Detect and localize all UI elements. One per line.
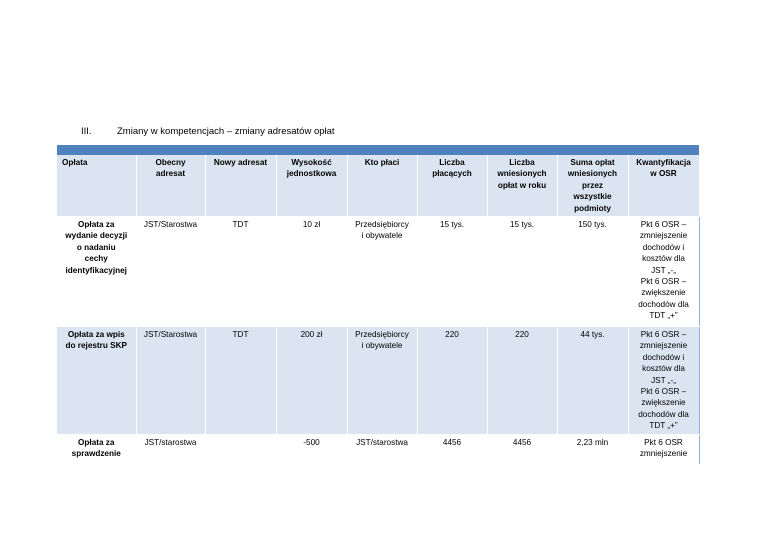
cell-osr-line: Pkt 6 OSR –: [640, 387, 687, 397]
fees-table-container: [57, 145, 699, 465]
cell-current-addressee: JST/Starostwa: [136, 217, 205, 327]
cell-osr: [628, 435, 699, 465]
cell-osr-line: kosztów dla: [642, 254, 685, 264]
header-oplata: [57, 155, 136, 217]
cell-osr-line: JST „-„: [651, 265, 676, 275]
header-kwantyfikacja-line: w OSR: [650, 169, 677, 179]
header-suma-oplat: [557, 155, 628, 217]
section-heading: [81, 126, 335, 137]
cell-fee-name-line: sprawdzenie: [71, 449, 121, 459]
cell-unit-amount: 10 zł: [276, 217, 347, 327]
cell-new-addressee: TDT: [205, 327, 276, 435]
header-kwantyfikacja-line: Kwantyfikacja: [636, 158, 691, 167]
cell-payers-count: 15 tys.: [417, 217, 487, 327]
cell-payer-line: i obywatele: [361, 341, 403, 351]
cell-fee-name-line: Opłata za wpis: [67, 330, 125, 340]
header-kto-placi-line: Kto płaci: [364, 158, 400, 167]
header-wysokosc: [276, 155, 347, 217]
header-obecny-adresat: [136, 155, 205, 217]
cell-current-addressee: JST/starostwa: [136, 435, 205, 465]
cell-fees-sum: 2,23 mln: [557, 435, 628, 465]
cell-payers-count: 4456: [417, 435, 487, 465]
header-obecny-adresat-line: Obecny: [155, 158, 186, 167]
header-oplata-line: Opłata: [62, 158, 88, 167]
cell-osr-line: JST „-„: [651, 375, 676, 385]
table-row: [57, 217, 699, 327]
header-liczba-oplat: [487, 155, 557, 217]
cell-osr-line: dochodów dla: [638, 409, 689, 419]
cell-fee-name-line: wydanie decyzji: [65, 231, 128, 241]
cell-payer-line: Przedsiębiorcy: [355, 220, 409, 230]
header-liczba-oplat-line: wniesionych: [497, 169, 547, 179]
cell-unit-amount: 200 zł: [276, 327, 347, 435]
cell-osr: [628, 327, 699, 435]
cell-fee-name: [57, 327, 136, 435]
header-kwantyfikacja: [628, 155, 699, 217]
cell-osr-line: zmniejszenie: [639, 341, 688, 351]
cell-unit-amount: -500: [276, 435, 347, 465]
cell-fee-name-line: o nadaniu: [76, 242, 116, 252]
cell-payer: [347, 217, 417, 327]
cell-payer-line: i obywatele: [361, 231, 403, 241]
cell-osr-line: dochodów dla: [638, 299, 689, 309]
cell-fee-name-line: cechy: [84, 254, 108, 264]
cell-payer-line: JST/starostwa: [356, 438, 408, 448]
table-row: [57, 435, 699, 465]
cell-osr-line: zmniejszenie: [639, 231, 688, 241]
cell-fees-sum: 150 tys.: [557, 217, 628, 327]
cell-fee-name-line: identyfikacyjnej: [65, 265, 127, 275]
header-liczba-placacych-line: płacących: [432, 169, 472, 179]
header-nowy-adresat-line: Nowy adresat: [213, 158, 268, 167]
cell-osr-line: zwiększenie: [641, 288, 686, 298]
cell-payer: [347, 435, 417, 465]
cell-osr-line: TDT „+”: [649, 311, 678, 321]
cell-fee-name-line: Opłata za: [78, 438, 115, 448]
fees-table: [57, 155, 700, 465]
cell-osr: [628, 217, 699, 327]
cell-fees-count: 220: [487, 327, 557, 435]
header-liczba-placacych-line: Liczba: [439, 158, 465, 167]
cell-new-addressee: [205, 435, 276, 465]
cell-fee-name: [57, 435, 136, 465]
cell-osr-line: dochodów i: [642, 242, 685, 252]
header-suma-oplat-line: podmioty: [574, 203, 611, 213]
header-suma-oplat-line: Suma opłat: [570, 158, 615, 167]
header-obecny-adresat-line: adresat: [155, 169, 186, 179]
cell-osr-line: TDT „+”: [649, 421, 678, 431]
header-suma-oplat-line: wniesionych: [567, 169, 618, 179]
cell-osr-line: Pkt 6 OSR –: [640, 220, 687, 230]
header-liczba-placacych: [417, 155, 487, 217]
section-number: III.: [81, 126, 92, 137]
cell-fees-count: 15 tys.: [487, 217, 557, 327]
cell-fee-name-line: Opłata za: [78, 220, 115, 230]
header-wysokosc-line: jednostkowa: [286, 169, 337, 179]
table-header-row: [57, 155, 699, 217]
header-liczba-oplat-line: Liczba: [509, 158, 535, 167]
cell-osr-line: Pkt 6 OSR –: [640, 330, 687, 340]
cell-current-addressee: JST/Starostwa: [136, 327, 205, 435]
cell-payer: [347, 327, 417, 435]
table-top-bar: [57, 145, 699, 155]
cell-osr-line: zwiększenie: [641, 398, 686, 408]
cell-osr-line: Pkt 6 OSR: [644, 438, 683, 448]
cell-new-addressee: TDT: [205, 217, 276, 327]
header-suma-oplat-line: wszystkie: [573, 192, 612, 202]
table-row: [57, 327, 699, 435]
header-suma-oplat-line: przez: [582, 180, 603, 190]
cell-payers-count: 220: [417, 327, 487, 435]
cell-fees-sum: 44 tys.: [557, 327, 628, 435]
cell-osr-line: kosztów dla: [642, 364, 685, 374]
header-kto-placi: [347, 155, 417, 217]
cell-osr-line: Pkt 6 OSR –: [640, 277, 687, 287]
cell-fees-count: 4456: [487, 435, 557, 465]
cell-fee-name: [57, 217, 136, 327]
cell-payer-line: Przedsiębiorcy: [355, 330, 409, 340]
header-wysokosc-line: Wysokość: [291, 158, 332, 167]
cell-osr-line: dochodów i: [642, 352, 685, 362]
header-nowy-adresat: [205, 155, 276, 217]
cell-fee-name-line: do rejestru SKP: [65, 341, 127, 351]
header-liczba-oplat-line: opłat w roku: [497, 180, 547, 190]
cell-osr-line: zmniejszenie: [639, 449, 688, 459]
section-title: Zmiany w kompetencjach – zmiany adresatów opłat: [117, 126, 335, 137]
